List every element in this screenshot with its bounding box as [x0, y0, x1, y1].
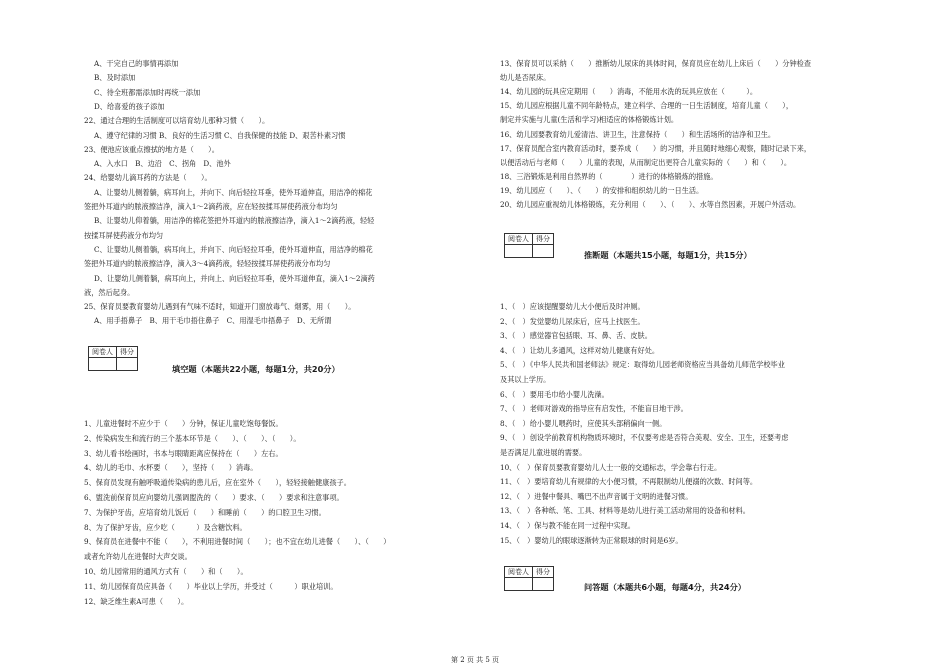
text-line: 是否满足儿童进展的需要。 — [500, 448, 587, 457]
text-line: 16、幼儿园要教育幼儿爱清洁、讲卫生，注意保持（ ）和生活场所的洁净和卫生。 — [500, 129, 776, 139]
text-line: 17、保育员配合室内教育活动时，要养成（ ）的习惯，并且随时地细心观察，随时记录下来， — [500, 143, 812, 153]
reviewer-cell: 阅卷人 — [505, 567, 533, 578]
text-line: 11、（ ）要培育幼儿有规律的大小便习惯，不再限制幼儿便溺的次数、时间等。 — [500, 477, 758, 487]
text-line: 22、通过合理的生活制度可以培育幼儿那种习惯（ ）。 — [84, 116, 270, 126]
text-line: 7、（ ）老师对游戏的指导应有启发性，不能盲目地干涉。 — [500, 404, 688, 414]
text-line: 9、保育员在进餐中不能（ ），不利用进餐时间（ ）；也不宜在幼儿进餐（ ）、（ ） — [84, 537, 391, 547]
text-line: 10、（ ）保育员要教育婴幼儿人士一般的交通标志，学会靠右行走。 — [500, 462, 722, 472]
text-line: 23、便池应该重点擦拭的地方是（ ）。 — [84, 144, 219, 154]
score-cell: 得分 — [533, 234, 554, 245]
text-line: 9、（ ）创设学前教育机构物质环境时，不仅要考虑是否符合美观、安全、卫生，还要考虑 — [500, 433, 789, 443]
text-line: 13、（ ）各种纸、笔、工具、材料等是幼儿进行美工活动常用的设备和材料。 — [500, 506, 750, 516]
reviewer-cell: 阅卷人 — [505, 234, 533, 245]
text-line: 8、（ ）给小婴儿喂药时，应使其头部稍偏向一侧。 — [500, 418, 667, 428]
text-line: 或者允许幼儿在进餐时大声交谈。 — [84, 552, 192, 562]
text-line: A、用手捂鼻子 B、用干毛巾捂住鼻子 C、用湿毛巾捂鼻子 D、无所谓 — [94, 316, 332, 326]
text-line: A、遵守纪律的习惯 B、良好的生活习惯 C、自我保健的技能 D、艰苦朴素习惯 — [94, 130, 346, 140]
text-line: 12、缺乏维生素A可患（ ）。 — [84, 596, 189, 606]
text-line: 1、（ ）应该提醒婴幼儿大小便后及时冲厕。 — [500, 302, 645, 311]
text-line: 4、幼儿的毛巾、水杯要（ ），坚持（ ）消毒。 — [84, 463, 258, 473]
score-box-qa — [504, 566, 554, 591]
text-line: D、让婴幼儿侧着躺，病耳向上，并向上、向后轻拉耳垂，使外耳道伸直，滴入1～2滴药 — [94, 273, 375, 283]
text-line: 3、（ ）感觉器官包括眼、耳、鼻、舌、皮肤。 — [500, 331, 652, 341]
score-cell: 得分 — [533, 567, 554, 578]
text-line: 8、为了保护牙齿，应少吃（ ）及含糖饮料。 — [84, 522, 247, 532]
text-line: 6、（ ）要用毛巾给小婴儿洗澡。 — [500, 389, 609, 399]
reviewer-cell: 阅卷人 — [89, 347, 117, 358]
text-line: 按揉耳屏使药液分布均匀 — [84, 230, 164, 240]
text-line: 4、（ ）让幼儿多通风，这样对幼儿健康有好处。 — [500, 345, 660, 355]
text-line: 14、（ ）保与教不能在同一过程中实现。 — [500, 521, 635, 530]
text-line: 幼儿是否尿床。 — [500, 73, 551, 83]
text-line: 3、幼儿看书绘画时，书本与眼睛距离应保持在（ ）左右。 — [84, 448, 283, 458]
score-box-judge — [504, 233, 554, 258]
text-line: 液，然后起身。 — [84, 287, 135, 297]
text-line: 制定并实施与儿童(生活和学习)相适应的体格锻炼计划。 — [500, 115, 679, 125]
text-line: 25、保育员要教育婴幼儿遇到有气味不适时，知道开门窗放毒气、烟雾，用（ ）。 — [84, 302, 356, 312]
text-line: 10、幼儿园常用的通风方式有（ ）和（ ）。 — [84, 567, 248, 576]
text-line: 13、保育员可以采纳（ ）推断幼儿尿床的具体时间，保育员应在幼儿上床后（ ）分钟检查 — [500, 59, 812, 68]
text-line: 7、为保护牙齿，应培育幼儿饭后（ ）和睡前（ ）的口腔卫生习惯。 — [84, 507, 326, 517]
score-cell: 得分 — [117, 347, 138, 358]
text-line: 11、幼儿园保育员应具备（ ）毕业以上学历，并受过（ ）职业培训。 — [84, 581, 338, 591]
text-line: 12、（ ）进餐中餐具、嘴巴不出声音属于文明的进餐习惯。 — [500, 491, 693, 501]
text-line: C、让婴幼儿侧着躺，病耳向上，并向下、向后轻拉耳垂，使外耳道伸直，用洁净的棉花 — [94, 244, 373, 254]
text-line: 15、（ ）婴幼儿的眼球逐渐转为正常眼球的时间是6岁。 — [500, 535, 683, 545]
text-line: 5、保育员发现有触呼吸道传染病的患儿后，应在室外（ ），轻轻接触健康孩子。 — [84, 478, 351, 488]
text-line: 6、盥洗前保育员应向婴幼儿强调盥洗的（ ）要求、（ ）要求和注意事项。 — [84, 493, 344, 502]
text-line: 1、儿童进餐时不应少于（ ）分钟，保证儿童吃饱每餐饭。 — [84, 419, 283, 428]
text-line: B、及时添加 — [94, 73, 136, 83]
text-line: B、让婴幼儿仰着躺，用洁净的棉花签把外耳道内的脓液擦洁净，滴入1～2滴药液，轻轻 — [94, 216, 375, 226]
text-line: 5、（ ）《中华人民共和国老师法》规定：取得幼儿园老师资格应当具备幼儿师范学校毕业 — [500, 360, 785, 370]
text-line: 15、幼儿园应根据儿童不同年龄特点，建立科学、合理的一日生活制度，培育儿童（ ）， — [500, 101, 794, 111]
section-title-judge: 推断题（本题共15小题，每题1分，共15分） — [584, 250, 752, 260]
text-line: 及其以上学历。 — [500, 375, 551, 384]
text-line: 以便活动后与老师（ ）儿童的表现，从而制定出更符合儿童实际的（ ）和（ ）。 — [500, 157, 792, 167]
text-line: 2、（ ）发觉婴幼儿尿床后，应马上找医生。 — [500, 316, 645, 326]
text-line: 20、幼儿园应重视幼儿体格锻炼，充分利用（ ）、（ ）、水等自然因素，开展户外活动。 — [500, 200, 801, 209]
text-line: A、干完自己的事情再添加 — [94, 59, 179, 68]
text-line: D、给喜爱的孩子添加 — [94, 101, 165, 111]
text-line: 2、传染病发生和流行的三个基本环节是（ ）、（ ）、（ ）。 — [84, 433, 301, 443]
text-line: 签把外耳道内的脓液擦洁净，滴入3～4滴药液，轻轻按揉耳屏使药液分布均匀 — [84, 259, 331, 269]
page-footer: 第 2 页 共 5 页 — [450, 656, 500, 664]
score-box-fill — [88, 346, 138, 371]
section-title-fill: 填空题（本题共22小题，每题1分，共20分） — [172, 364, 340, 374]
text-line: 签把外耳道内的脓液擦洁净，滴入1～2滴药液，应在轻按揉耳屏使药液分布均匀 — [84, 202, 338, 211]
text-line: 18、三浴锻炼是利用自然界的（ ）进行的体格锻炼的措施。 — [500, 171, 718, 181]
text-line: A、入水口 B、边沿 C、拐角 D、池外 — [94, 159, 231, 169]
text-line: A、让婴幼儿侧着躺，病耳向上，并向下、向后轻拉耳垂，使外耳道伸直，用洁净的棉花 — [94, 187, 373, 197]
section-title-qa: 问答题（本题共6小题，每题4分，共24分） — [584, 582, 746, 592]
text-line: 19、幼儿园应（ ）、（ ）的安排和组织幼儿的一日生活。 — [500, 185, 704, 195]
text-line: C、待全班都需添加时再统一添加 — [94, 87, 201, 97]
text-line: 14、幼儿园的玩具应定期用（ ）消毒，不能用水洗的玩具应放在（ ）。 — [500, 87, 758, 97]
text-line: 24、给婴幼儿滴耳药的方法是（ ）。 — [84, 173, 212, 183]
